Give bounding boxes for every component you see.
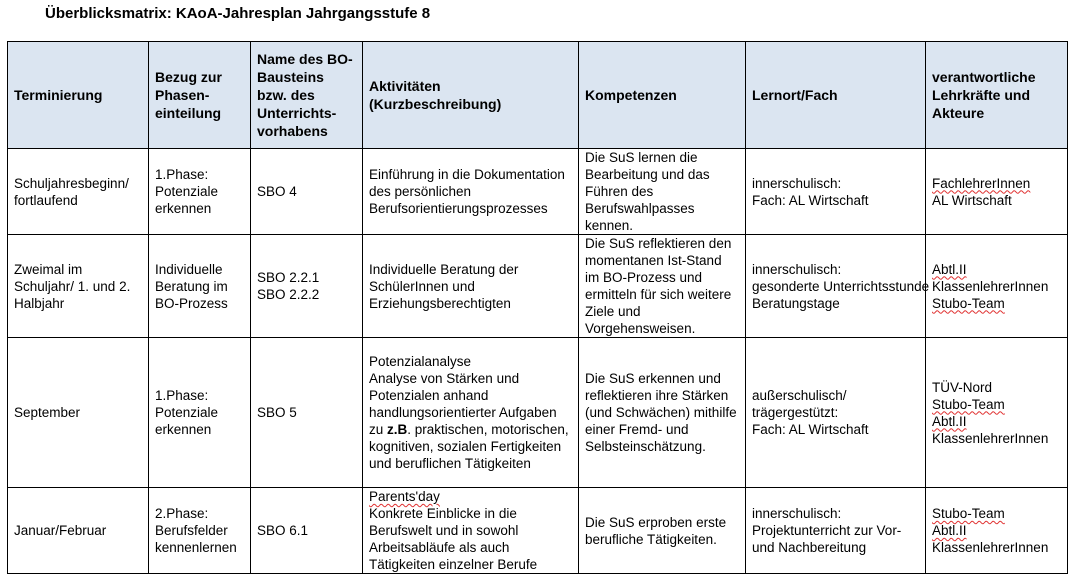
- baustein-line: SBO 2.2.2: [257, 287, 320, 302]
- cell-akteure: [926, 235, 1068, 338]
- akteure-line: KlassenlehrerInnen: [932, 278, 1049, 294]
- cell-phase: Individuelle Beratung im BO-Prozess: [149, 235, 251, 338]
- table-row: [8, 338, 1068, 488]
- lernort-line: gesonderte Unterrichtsstunde: [752, 278, 930, 294]
- cell-akteure: [926, 488, 1068, 574]
- cell-lernort: [746, 149, 926, 235]
- header-lernort: Lernort/Fach: [746, 42, 926, 149]
- cell-kompetenzen: Die SuS erkennen und reflektieren ihre Stärken (und Schwächen) mithilfe einer Fremd- und Selbsteinschätzung.: [579, 338, 746, 488]
- cell-terminierung: September: [8, 338, 149, 488]
- cell-lernort: [746, 235, 930, 338]
- lernort-line: innerschulisch:: [752, 261, 842, 277]
- cell-kompetenzen: Die SuS lernen die Bearbeitung und das Führen des Berufswahlpasses kennen.: [579, 149, 746, 235]
- header-aktivitaeten: Aktivitäten (Kurzbeschreibung): [363, 42, 579, 149]
- cell-kompetenzen: Die SuS reflektieren den momentanen Ist-Stand im BO-Prozess und ermitteln für sich weitere Ziele und Vorgehensweisen.: [579, 235, 746, 338]
- cell-phase: 1.Phase: Potenziale erkennen: [149, 338, 251, 488]
- table-header-row: [8, 42, 1068, 149]
- cell-terminierung: Schuljahresbeginn/ fortlaufend: [8, 149, 149, 235]
- aktivitaet-part: . praktischen, motorischen, kognitiven, sozialen Fertigkeiten und beruflichen Tätigkeiten: [369, 422, 569, 471]
- cell-phase: 1.Phase: Potenziale erkennen: [149, 149, 251, 235]
- cell-kompetenzen: Die SuS erproben erste berufliche Tätigkeiten.: [579, 488, 746, 574]
- cell-akteure: [926, 149, 1068, 235]
- cell-terminierung: Januar/Februar: [8, 488, 149, 574]
- cell-lernort: [746, 488, 926, 574]
- cell-baustein: SBO 6.1: [251, 488, 363, 574]
- lernort-line: Fach: AL Wirtschaft: [752, 422, 869, 437]
- akteure-line: Abtl.II: [932, 261, 967, 277]
- table-row: [8, 488, 1068, 574]
- lernort-line: außerschulisch/: [752, 388, 847, 403]
- cell-aktivitaeten: Individuelle Beratung der SchülerInnen und Erziehungsberechtigten: [363, 235, 579, 338]
- header-phasen: Bezug zur Phasen-einteilung: [149, 42, 251, 149]
- akteure-line: KlassenlehrerInnen: [932, 430, 1049, 446]
- baustein-line: SBO 2.2.1: [257, 270, 320, 285]
- aktivitaet-text: [369, 370, 572, 472]
- aktivitaet-part: Analyse von Stärken und Potenzialen anhand handlungsorientierter Aufgaben zu: [369, 371, 557, 437]
- akteure-line: Stubo-Team: [932, 506, 1005, 521]
- lernort-line: Projektunterricht zur Vor- und Nachbereitung: [752, 523, 902, 555]
- aktivitaet-line: Potenzialanalyse: [369, 354, 472, 369]
- cell-terminierung: Zweimal im Schuljahr/ 1. und 2. Halbjahr: [8, 235, 149, 338]
- lernort-line: Beratungstage: [752, 295, 840, 311]
- cell-lernort: [746, 338, 926, 488]
- cell-akteure: [926, 338, 1068, 488]
- document-title: [45, 5, 430, 22]
- cell-aktivitaeten: [363, 488, 579, 574]
- akteure-line: TÜV-Nord: [932, 379, 993, 395]
- akteure-line: KlassenlehrerInnen: [932, 540, 1049, 555]
- header-akteure: verantwortliche Lehrkräfte und Akteure: [926, 42, 1068, 149]
- lernort-line: Fach: AL Wirtschaft: [752, 192, 869, 208]
- cell-baustein: SBO 5: [251, 338, 363, 488]
- akteure-line: AL Wirtschaft: [932, 192, 1012, 208]
- aktivitaet-bold-part: z.B: [387, 422, 408, 437]
- table-row: [8, 235, 1068, 338]
- overview-matrix-table: [7, 41, 1068, 574]
- title-bold: Überblicksmatrix: [45, 5, 167, 22]
- akteure-line: Stubo-Team: [932, 396, 1005, 412]
- header-baustein: Name des BO-Bausteins bzw. des Unterrichts-vorhabens: [251, 42, 363, 149]
- aktivitaet-text: Konkrete Einblicke in die Berufswelt und in sowohl Arbeitsabläufe als auch Tätigkeiten einzelner Berufe: [369, 506, 538, 572]
- aktivitaet-line: Parents'day: [369, 489, 440, 504]
- cell-baustein: SBO 4: [251, 149, 363, 235]
- akteure-line: Abtl.II: [932, 523, 967, 538]
- lernort-line: innerschulisch:: [752, 175, 842, 191]
- cell-phase: 2.Phase: Berufsfelder kennenlernen: [149, 488, 251, 574]
- title-rest: : KAoA-Jahresplan Jahrgangsstufe 8: [166, 5, 431, 22]
- akteure-line: Abtl.II: [932, 413, 967, 429]
- akteure-line: FachlehrerInnen: [932, 175, 1031, 191]
- table-row: [8, 149, 1068, 235]
- lernort-line: innerschulisch:: [752, 506, 842, 521]
- akteure-line: Stubo-Team: [932, 295, 1005, 311]
- lernort-line: trägergestützt:: [752, 405, 839, 420]
- cell-baustein: [251, 235, 363, 338]
- cell-aktivitaeten: Einführung in die Dokumentation des persönlichen Berufsorientierungsprozesses: [363, 149, 579, 235]
- cell-aktivitaeten: [363, 338, 579, 488]
- header-kompetenzen: Kompetenzen: [579, 42, 746, 149]
- header-terminierung: Terminierung: [8, 42, 149, 149]
